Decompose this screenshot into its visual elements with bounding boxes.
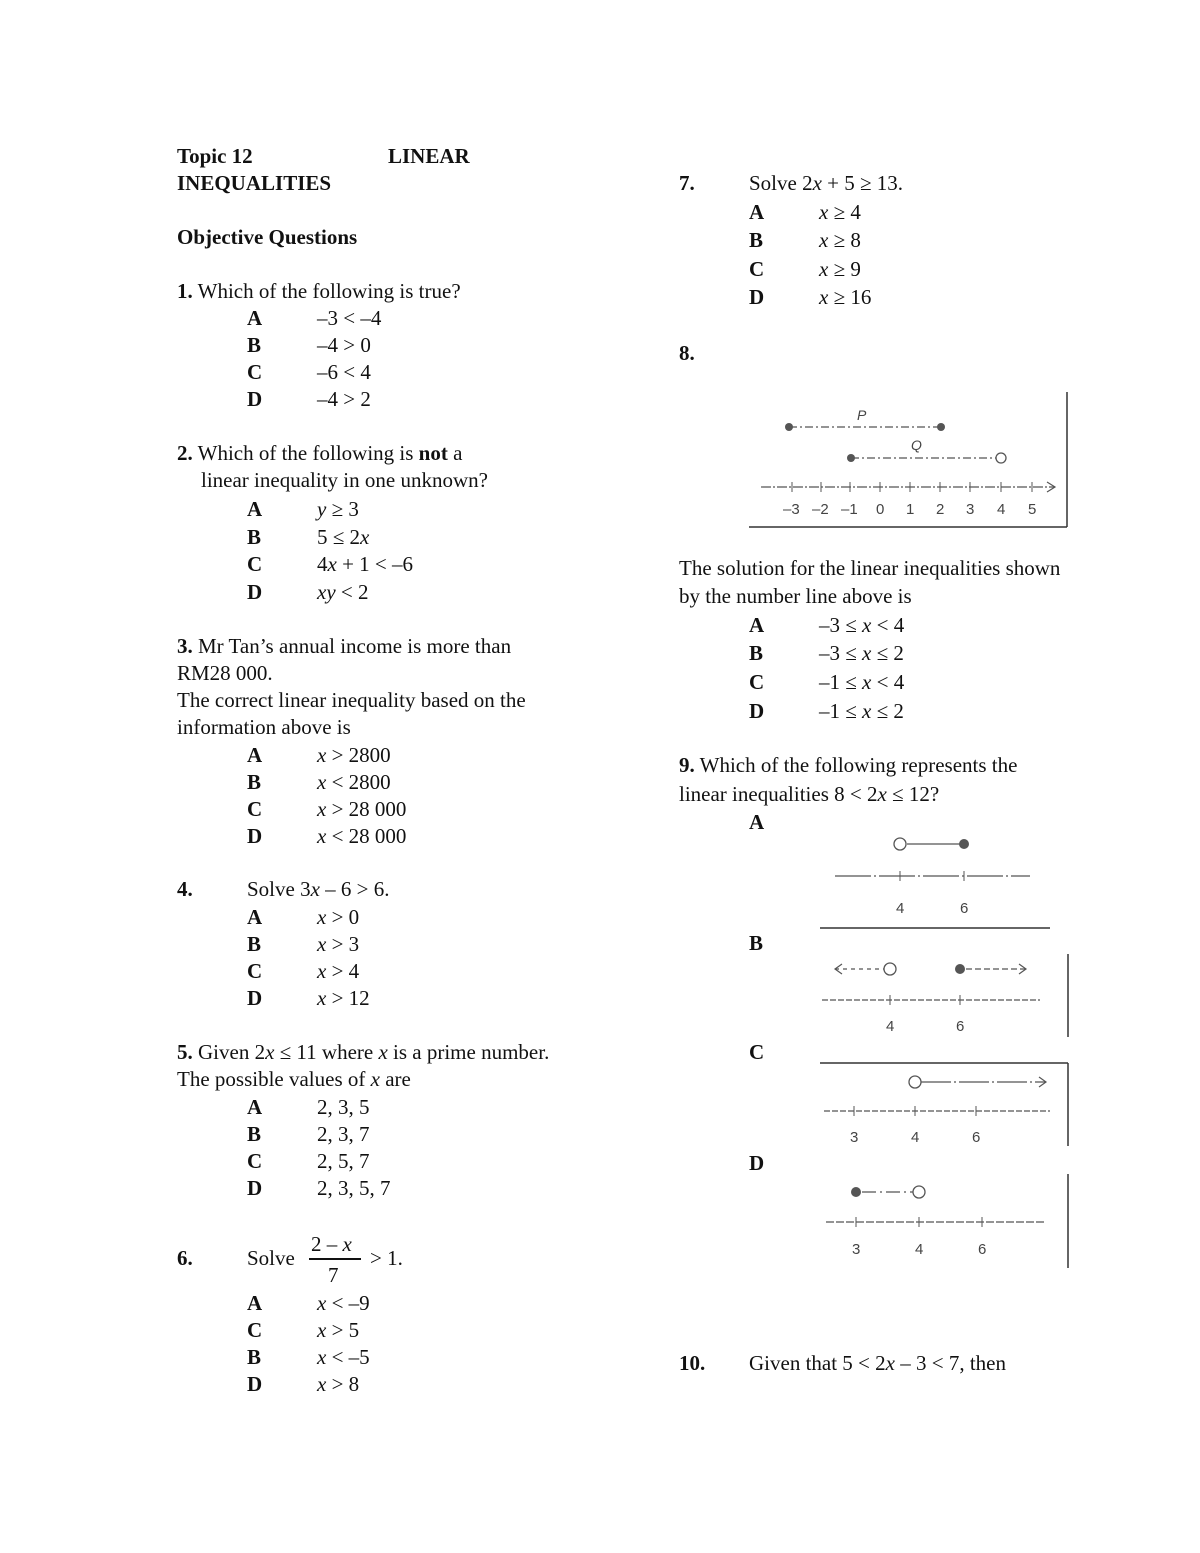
question-number: 7. [679,171,695,195]
option-text: x ≥ 16 [819,285,872,309]
tick-label: 4 [886,1018,895,1035]
question-emphasis: not [418,441,448,465]
option-text: x ≥ 9 [819,257,861,281]
option-label: C [247,1149,263,1173]
tick-label: 1 [906,501,915,518]
q9-option-d-number-line [820,1172,1072,1272]
question-text: a [453,441,463,465]
topic-title-part1: LINEAR [388,144,470,168]
question-text: Which of the following represents the [699,753,1018,777]
option-text: y ≥ 3 [317,497,359,521]
question-text: by the number line above is [679,584,912,608]
tick-label: 6 [956,1018,965,1035]
option-text: x > 5 [317,1318,360,1342]
option-label: A [247,497,263,521]
q9-option-a-number-line [820,828,1052,932]
option-label: C [247,1318,263,1342]
question-number: 8. [679,341,695,365]
option-text: xy < 2 [317,580,369,604]
tick-label: 4 [997,501,1006,518]
option-text: x > 0 [317,905,360,929]
question-text: Which of the following is true? [197,279,461,303]
question-text: Solve 2x + 5 ≥ 13. [749,171,904,195]
option-label: B [749,641,764,665]
question-number: 5. [177,1040,193,1064]
option-label: A [247,743,263,767]
question-text: > 1. [370,1246,403,1270]
option-label: B [749,228,764,252]
question-text: Solve [247,1246,295,1270]
option-text: x < –9 [317,1291,370,1315]
tick-label: 4 [915,1241,924,1258]
tick-label: 6 [960,900,969,917]
option-text: –1 ≤ x < 4 [819,670,905,694]
option-text: 2, 3, 5 [317,1095,370,1119]
option-label: C [247,552,263,576]
tick-label: –3 [783,501,800,518]
option-label: D [749,1151,765,1175]
option-label: D [247,1176,263,1200]
option-label: C [749,1040,765,1064]
question-text: linear inequalities 8 < 2x ≤ 12? [679,782,940,806]
option-label: D [247,580,263,604]
option-text: 2, 3, 5, 7 [317,1176,391,1200]
option-text: x < 2800 [317,770,391,794]
q-label: Q [911,437,922,453]
tick-label: 4 [896,900,905,917]
fraction-numerator: 2 – x [311,1232,352,1256]
option-label: D [749,699,765,723]
option-label: C [247,360,263,384]
option-text: –3 ≤ x ≤ 2 [819,641,904,665]
topic-title-part2: INEQUALITIES [177,171,332,195]
option-text: –4 > 0 [317,333,371,357]
option-label: A [247,306,263,330]
option-label: A [749,613,765,637]
option-text: 4x + 1 < –6 [317,552,414,576]
tick-label: 4 [911,1129,920,1146]
q9-option-b-number-line [820,952,1072,1040]
topic-label: Topic 12 [177,144,253,168]
question-text: The correct linear inequality based on the [177,688,526,712]
tick-label: 6 [978,1241,987,1258]
option-text: x > 8 [317,1372,360,1396]
option-text: x > 2800 [317,743,391,767]
option-label: B [247,1345,262,1369]
option-label: C [749,257,765,281]
option-label: B [247,932,262,956]
option-label: D [247,1372,263,1396]
question-number: 4. [177,877,193,901]
option-text: x > 12 [317,986,370,1010]
tick-label: 6 [972,1129,981,1146]
question-text: Mr Tan’s annual income is more than [198,634,512,658]
option-label: A [247,1095,263,1119]
tick-label: 0 [876,501,885,518]
option-label: D [247,824,263,848]
option-text: x > 3 [317,932,360,956]
question-number: 6. [177,1246,193,1270]
tick-label: 5 [1028,501,1037,518]
q8-number-line-figure [749,390,1071,530]
tick-label: 3 [852,1241,861,1258]
option-label: A [749,810,765,834]
tick-label: 2 [936,501,945,518]
option-label: B [247,1122,262,1146]
tick-label: –1 [841,501,858,518]
tick-label: 3 [850,1129,859,1146]
option-label: B [247,525,262,549]
option-text: 2, 3, 7 [317,1122,370,1146]
option-text: –3 ≤ x < 4 [819,613,905,637]
option-label: D [247,387,263,411]
option-label: D [247,986,263,1010]
question-text: Solve 3x – 6 > 6. [247,877,390,901]
option-label: A [749,200,765,224]
option-label: A [247,905,263,929]
question-text: The solution for the linear inequalities shown [679,556,1061,580]
option-text: x < 28 000 [317,824,407,848]
option-text: x < –5 [317,1345,370,1369]
option-label: B [247,333,262,357]
tick-label: –2 [812,501,829,518]
option-label: C [247,797,263,821]
question-number: 1. [177,279,193,303]
option-label: C [749,670,765,694]
option-text: x ≥ 4 [819,200,861,224]
fraction-bar [309,1258,361,1260]
option-text: x ≥ 8 [819,228,861,252]
question-text: Given 2x ≤ 11 where x is a prime number. [198,1040,550,1064]
question-text: Given that 5 < 2x – 3 < 7, then [749,1351,1006,1375]
question-text: The possible values of x are [177,1067,411,1091]
option-text: –3 < –4 [317,306,382,330]
question-text-line2: linear inequality in one unknown? [201,468,488,492]
option-label: B [749,931,764,955]
question-text: information above is [177,715,351,739]
question-number: 10. [679,1351,706,1375]
option-label: A [247,1291,263,1315]
p-label: P [857,407,867,423]
option-text: –4 > 2 [317,387,371,411]
question-number: 9. [679,753,695,777]
option-label: C [247,959,263,983]
option-text: 2, 5, 7 [317,1149,370,1173]
fraction-denominator: 7 [328,1263,339,1287]
option-text: –1 ≤ x ≤ 2 [819,699,904,723]
section-heading: Objective Questions [177,225,358,249]
question-number: 2. [177,441,193,465]
option-text: 5 ≤ 2x [317,525,370,549]
tick-label: 3 [966,501,975,518]
option-label: B [247,770,262,794]
option-text: –6 < 4 [317,360,371,384]
option-text: x > 28 000 [317,797,407,821]
option-label: D [749,285,765,309]
question-text: RM28 000. [177,661,273,685]
question-text: Which of the following is [197,441,414,465]
question-number: 3. [177,634,193,658]
option-text: x > 4 [317,959,360,983]
q9-option-c-number-line [820,1060,1072,1150]
